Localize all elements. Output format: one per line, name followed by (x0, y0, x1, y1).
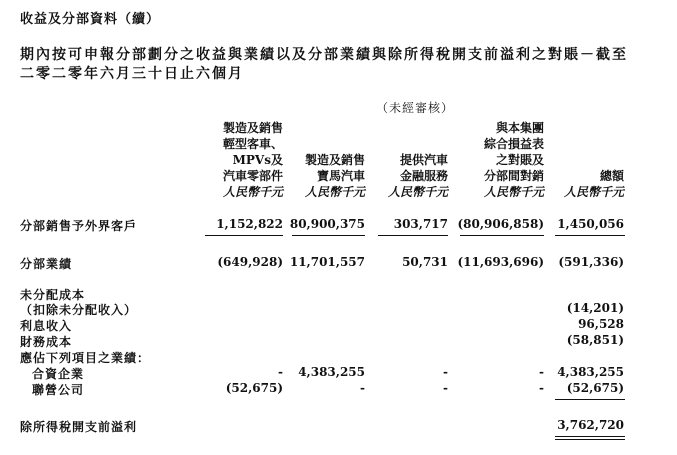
cell-7-3: - (539, 365, 544, 379)
row-label-1: 分部業績 (20, 257, 73, 271)
row-label-4: 利息收入 (20, 319, 73, 333)
section-title: 收益及分部資料（續） (20, 12, 161, 27)
cell-1-0: (649,928) (217, 255, 283, 269)
row-label-8: 聯營公司 (32, 383, 85, 397)
row-label-9: 除所得稅開支前溢利 (20, 420, 138, 434)
rule-total-bottom (555, 439, 625, 440)
row-label-6: 應佔下列項目之業績： (20, 351, 151, 365)
cell-1-2: 50,731 (402, 255, 448, 269)
cell-8-4: (52,675) (566, 381, 624, 395)
unaudited-label: （未經審核） (376, 101, 455, 115)
rule-row-0-col-2 (378, 235, 448, 236)
heading-line-2: 二零二零年六月三十日止六個月 (20, 66, 244, 82)
rule-row-0-col-1 (292, 235, 365, 236)
cell-7-1: 4,383,255 (298, 365, 365, 379)
heading-line-1: 期內按可申報分部劃分之收益與業績以及分部業績與除所得稅開支前溢利之對賬－截至 (20, 47, 628, 63)
rule-row-0-col-0 (205, 235, 283, 236)
row-label-7: 合資企業 (32, 367, 85, 381)
cell-1-3: (11,693,696) (457, 255, 544, 269)
rule-row-0-col-4 (555, 235, 625, 236)
cell-8-2: - (443, 381, 448, 395)
cell-0-1: 80,900,375 (289, 217, 365, 231)
cell-7-4: 4,383,255 (557, 365, 624, 379)
cell-0-3: (80,906,858) (457, 217, 544, 231)
cell-0-2: 303,717 (393, 217, 448, 231)
cell-8-1: - (360, 381, 365, 395)
cell-1-4: (591,336) (558, 255, 624, 269)
rule-row-0-col-3 (460, 235, 544, 236)
cell-7-0: - (278, 365, 283, 379)
column-header-1: 製造及銷售 寶馬汽車 人民幣千元 (304, 153, 365, 199)
cell-4-4: 96,528 (578, 317, 624, 331)
row-label-5: 財務成本 (20, 335, 73, 349)
row-label-2: 未分配成本 (20, 288, 86, 302)
rule-total-top (555, 436, 625, 437)
cell-8-3: - (539, 381, 544, 395)
cell-5-4: (58,851) (566, 333, 624, 347)
column-header-3: 與本集團 綜合損益表 之對賬及 分部間對銷 人民幣千元 (483, 121, 544, 199)
cell-9-4: 3,762,720 (557, 418, 624, 432)
cell-0-4: 1,450,056 (557, 217, 624, 231)
cell-8-0: (52,675) (225, 381, 283, 395)
rule-subtotal (555, 399, 625, 400)
row-label-0: 分部銷售予外界客戶 (20, 219, 138, 233)
cell-3-4: (14,201) (566, 301, 624, 315)
row-label-3: （扣除未分配收入） (20, 303, 138, 317)
column-header-2: 提供汽車 金融服務 人民幣千元 (387, 153, 448, 199)
cell-0-0: 1,152,822 (216, 217, 283, 231)
cell-7-2: - (443, 365, 448, 379)
column-header-4: 總額 人民幣千元 (563, 169, 624, 199)
cell-1-1: 11,701,557 (289, 255, 365, 269)
column-header-0: 製造及銷售 輕型客車、 MPVs及 汽車零部件 人民幣千元 (222, 121, 283, 199)
